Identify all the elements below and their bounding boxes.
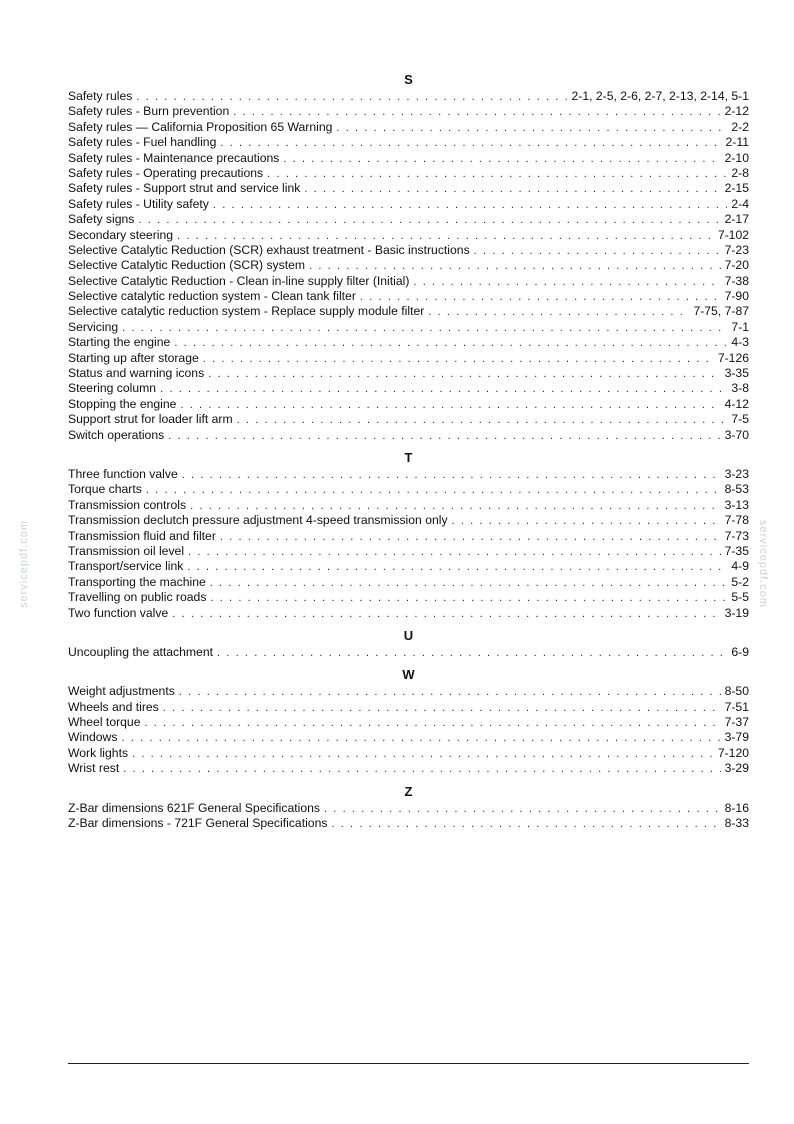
dot-leader <box>426 305 689 319</box>
entry-pages: 5-2 <box>731 574 749 589</box>
dot-leader <box>178 398 720 412</box>
dot-leader <box>208 591 727 605</box>
entry-title: Transmission declutch pressure adjustment 4-speed transmission only <box>68 513 448 528</box>
dot-leader <box>170 607 720 621</box>
dot-leader <box>134 90 567 104</box>
index-entry <box>68 181 749 196</box>
entry-pages: 3-79 <box>724 730 749 745</box>
entry-pages: 8-50 <box>724 684 749 699</box>
entry-title: Wrist rest <box>68 761 120 776</box>
entry-title: Starting up after storage <box>68 350 199 365</box>
index-entry <box>68 397 749 412</box>
entry-title: Two function valve <box>68 605 169 620</box>
dot-leader <box>144 483 721 497</box>
dot-leader <box>180 468 721 482</box>
entry-pages: 4-9 <box>731 559 749 574</box>
entry-pages: 4-12 <box>724 396 749 411</box>
entry-title: Safety signs <box>68 212 135 227</box>
entry-pages: 7-1 <box>731 319 749 334</box>
dot-leader <box>143 716 721 730</box>
index-entry <box>68 467 749 482</box>
entry-title: Safety rules - Fuel handling <box>68 135 217 150</box>
index-entry <box>68 166 749 181</box>
entry-title: Safety rules — California Proposition 65 Warning <box>68 119 333 134</box>
index-entry <box>68 482 749 497</box>
dot-leader <box>185 560 727 574</box>
entry-pages: 2-1, 2-5, 2-6, 2-7, 2-13, 2-14, 5-1 <box>571 89 749 103</box>
entry-pages: 2-2 <box>731 119 749 134</box>
entry-title: Transmission fluid and filter <box>68 528 216 543</box>
index-entry <box>68 645 749 660</box>
index-entry <box>68 746 749 761</box>
index-entry <box>68 120 749 135</box>
entry-title: Selective Catalytic Reduction (SCR) system <box>68 258 306 273</box>
entry-title: Safety rules - Operating precautions <box>68 165 264 180</box>
dot-leader <box>175 229 714 243</box>
watermark-left: servicepdf.com <box>18 520 30 608</box>
entry-pages: 8-16 <box>724 800 749 815</box>
dot-leader <box>235 413 728 427</box>
index-entry <box>68 320 749 335</box>
entry-pages: 3-13 <box>724 497 749 512</box>
entry-pages: 7-78 <box>724 513 749 528</box>
entry-title: Switch operations <box>68 427 165 442</box>
index-entry <box>68 289 749 304</box>
index-section <box>68 777 749 832</box>
dot-leader <box>206 367 720 381</box>
index-entry <box>68 258 749 273</box>
entry-title: Safety rules - Support strut and service link <box>68 181 301 196</box>
index-section <box>68 443 749 621</box>
dot-leader <box>329 817 720 831</box>
entry-pages: 2-15 <box>724 181 749 196</box>
dot-leader <box>158 382 727 396</box>
entry-pages: 2-17 <box>724 212 749 227</box>
index-entry <box>68 801 749 816</box>
entry-title: Selective Catalytic Reduction - Clean in-line supply filter (Initial) <box>68 273 410 288</box>
index-entry <box>68 730 749 745</box>
entry-pages: 7-37 <box>724 715 749 730</box>
entry-title: Wheel torque <box>68 715 141 730</box>
dot-leader <box>450 514 721 528</box>
section-letter: T <box>404 449 413 465</box>
entry-title: Selective Catalytic Reduction (SCR) exhaust treatment - Basic instructions <box>68 242 470 257</box>
entry-pages: 7-35 <box>724 543 749 558</box>
entry-title: Z-Bar dimensions - 721F General Specifications <box>68 816 328 831</box>
entry-title: Starting the engine <box>68 335 171 350</box>
entry-title: Weight adjustments <box>68 684 175 699</box>
entry-title: Windows <box>68 730 118 745</box>
index-entry <box>68 351 749 366</box>
entry-pages: 7-73 <box>724 528 749 543</box>
index-entry <box>68 135 749 150</box>
entry-pages: 7-102 <box>717 227 749 242</box>
dot-leader <box>218 530 721 544</box>
index-entry <box>68 816 749 831</box>
entry-title: Three function valve <box>68 466 178 481</box>
entry-pages: 2-4 <box>731 196 749 211</box>
dot-leader <box>218 136 721 150</box>
dot-leader <box>177 685 721 699</box>
entry-title: Work lights <box>68 745 129 760</box>
entry-pages: 3-70 <box>724 427 749 442</box>
index-entry <box>68 366 749 381</box>
entry-title: Transport/service link <box>68 559 184 574</box>
entry-pages: 3-35 <box>724 366 749 381</box>
index-entry <box>68 544 749 559</box>
dot-leader <box>208 576 728 590</box>
index-entry <box>68 381 749 396</box>
index-entry <box>68 559 749 574</box>
entry-pages: 7-126 <box>717 350 749 365</box>
dot-leader <box>186 545 721 559</box>
dot-leader <box>322 802 721 816</box>
index-entry <box>68 304 749 319</box>
dot-leader <box>211 198 727 212</box>
dot-leader <box>120 321 727 335</box>
index-entry <box>68 228 749 243</box>
entry-title: Torque charts <box>68 482 142 497</box>
watermark-right: servicepdf.com <box>757 520 769 608</box>
entry-title: Transmission controls <box>68 497 187 512</box>
entry-pages: 7-90 <box>724 289 749 304</box>
index-list <box>68 71 749 831</box>
entry-pages: 6-9 <box>731 644 749 659</box>
dot-leader <box>121 762 720 776</box>
index-entry <box>68 428 749 443</box>
section-letter: U <box>403 627 414 643</box>
entry-pages: 2-10 <box>724 150 749 165</box>
dot-leader <box>302 182 720 196</box>
entry-title: Safety rules - Maintenance precautions <box>68 150 280 165</box>
index-entry <box>68 761 749 776</box>
entry-title: Safety rules - Burn prevention <box>68 104 230 119</box>
entry-pages: 2-12 <box>724 104 749 119</box>
entry-pages: 3-29 <box>724 761 749 776</box>
entry-pages: 3-8 <box>731 381 749 396</box>
dot-leader <box>188 499 721 513</box>
entry-pages: 7-20 <box>724 258 749 273</box>
dot-leader <box>201 352 714 366</box>
dot-leader <box>161 701 721 715</box>
dot-leader <box>215 646 727 660</box>
dot-leader <box>411 275 720 289</box>
dot-leader <box>231 105 720 119</box>
entry-title: Steering column <box>68 381 157 396</box>
entry-title: Safety rules <box>68 89 133 103</box>
index-entry <box>68 274 749 289</box>
dot-leader <box>265 167 727 181</box>
dot-leader <box>119 731 720 745</box>
index-entry <box>68 89 749 104</box>
index-entry <box>68 335 749 350</box>
entry-pages: 8-53 <box>724 482 749 497</box>
index-entry <box>68 715 749 730</box>
dot-leader <box>130 747 714 761</box>
index-entry <box>68 590 749 605</box>
index-section <box>68 660 749 776</box>
dot-leader <box>307 259 721 273</box>
index-entry <box>68 151 749 166</box>
index-entry <box>68 197 749 212</box>
index-entry <box>68 412 749 427</box>
index-section <box>68 71 749 443</box>
entry-title: Transmission oil level <box>68 543 185 558</box>
index-entry <box>68 212 749 227</box>
entry-pages: 7-51 <box>724 699 749 714</box>
dot-leader <box>358 290 721 304</box>
entry-title: Selective catalytic reduction system - Replace supply module filter <box>68 304 425 319</box>
entry-pages: 7-5 <box>731 412 749 427</box>
index-entry <box>68 243 749 258</box>
index-entry <box>68 575 749 590</box>
entry-pages: 5-5 <box>731 590 749 605</box>
entry-pages: 2-11 <box>725 135 749 150</box>
entry-title: Wheels and tires <box>68 699 159 714</box>
entry-pages: 2-8 <box>731 165 749 180</box>
dot-leader <box>334 121 727 135</box>
index-entry <box>68 606 749 621</box>
entry-title: Uncoupling the attachment <box>68 644 213 659</box>
entry-pages: 8-33 <box>724 816 749 831</box>
section-letter: S <box>404 72 413 87</box>
dot-leader <box>136 213 720 227</box>
index-entry <box>68 529 749 544</box>
entry-pages: 7-120 <box>717 745 749 760</box>
entry-title: Selective catalytic reduction system - Clean tank filter <box>68 289 356 304</box>
entry-title: Safety rules - Utility safety <box>68 196 209 211</box>
dot-leader <box>281 152 720 166</box>
entry-pages: 7-23 <box>724 242 749 257</box>
index-entry <box>68 498 749 513</box>
section-letter: Z <box>404 783 413 799</box>
entry-pages: 7-38 <box>724 273 749 288</box>
entry-title: Servicing <box>68 319 119 334</box>
index-entry <box>68 684 749 699</box>
index-entry <box>68 700 749 715</box>
entry-title: Stopping the engine <box>68 396 177 411</box>
index-entry <box>68 104 749 119</box>
entry-title: Travelling on public roads <box>68 590 207 605</box>
entry-title: Status and warning icons <box>68 366 205 381</box>
index-section <box>68 621 749 660</box>
section-letter: W <box>402 667 415 683</box>
entry-title: Transporting the machine <box>68 574 206 589</box>
entry-title: Secondary steering <box>68 227 174 242</box>
dot-leader <box>472 244 721 258</box>
index-entry <box>68 513 749 528</box>
entry-pages: 3-23 <box>724 466 749 481</box>
entry-title: Z-Bar dimensions 621F General Specifications <box>68 800 320 815</box>
entry-title: Support strut for loader lift arm <box>68 412 233 427</box>
entry-pages: 3-19 <box>724 605 749 620</box>
dot-leader <box>172 336 727 350</box>
dot-leader <box>166 429 720 443</box>
entry-pages: 7-75, 7-87 <box>693 304 749 319</box>
entry-pages: 4-3 <box>731 335 749 350</box>
footer-rule <box>68 1063 749 1064</box>
